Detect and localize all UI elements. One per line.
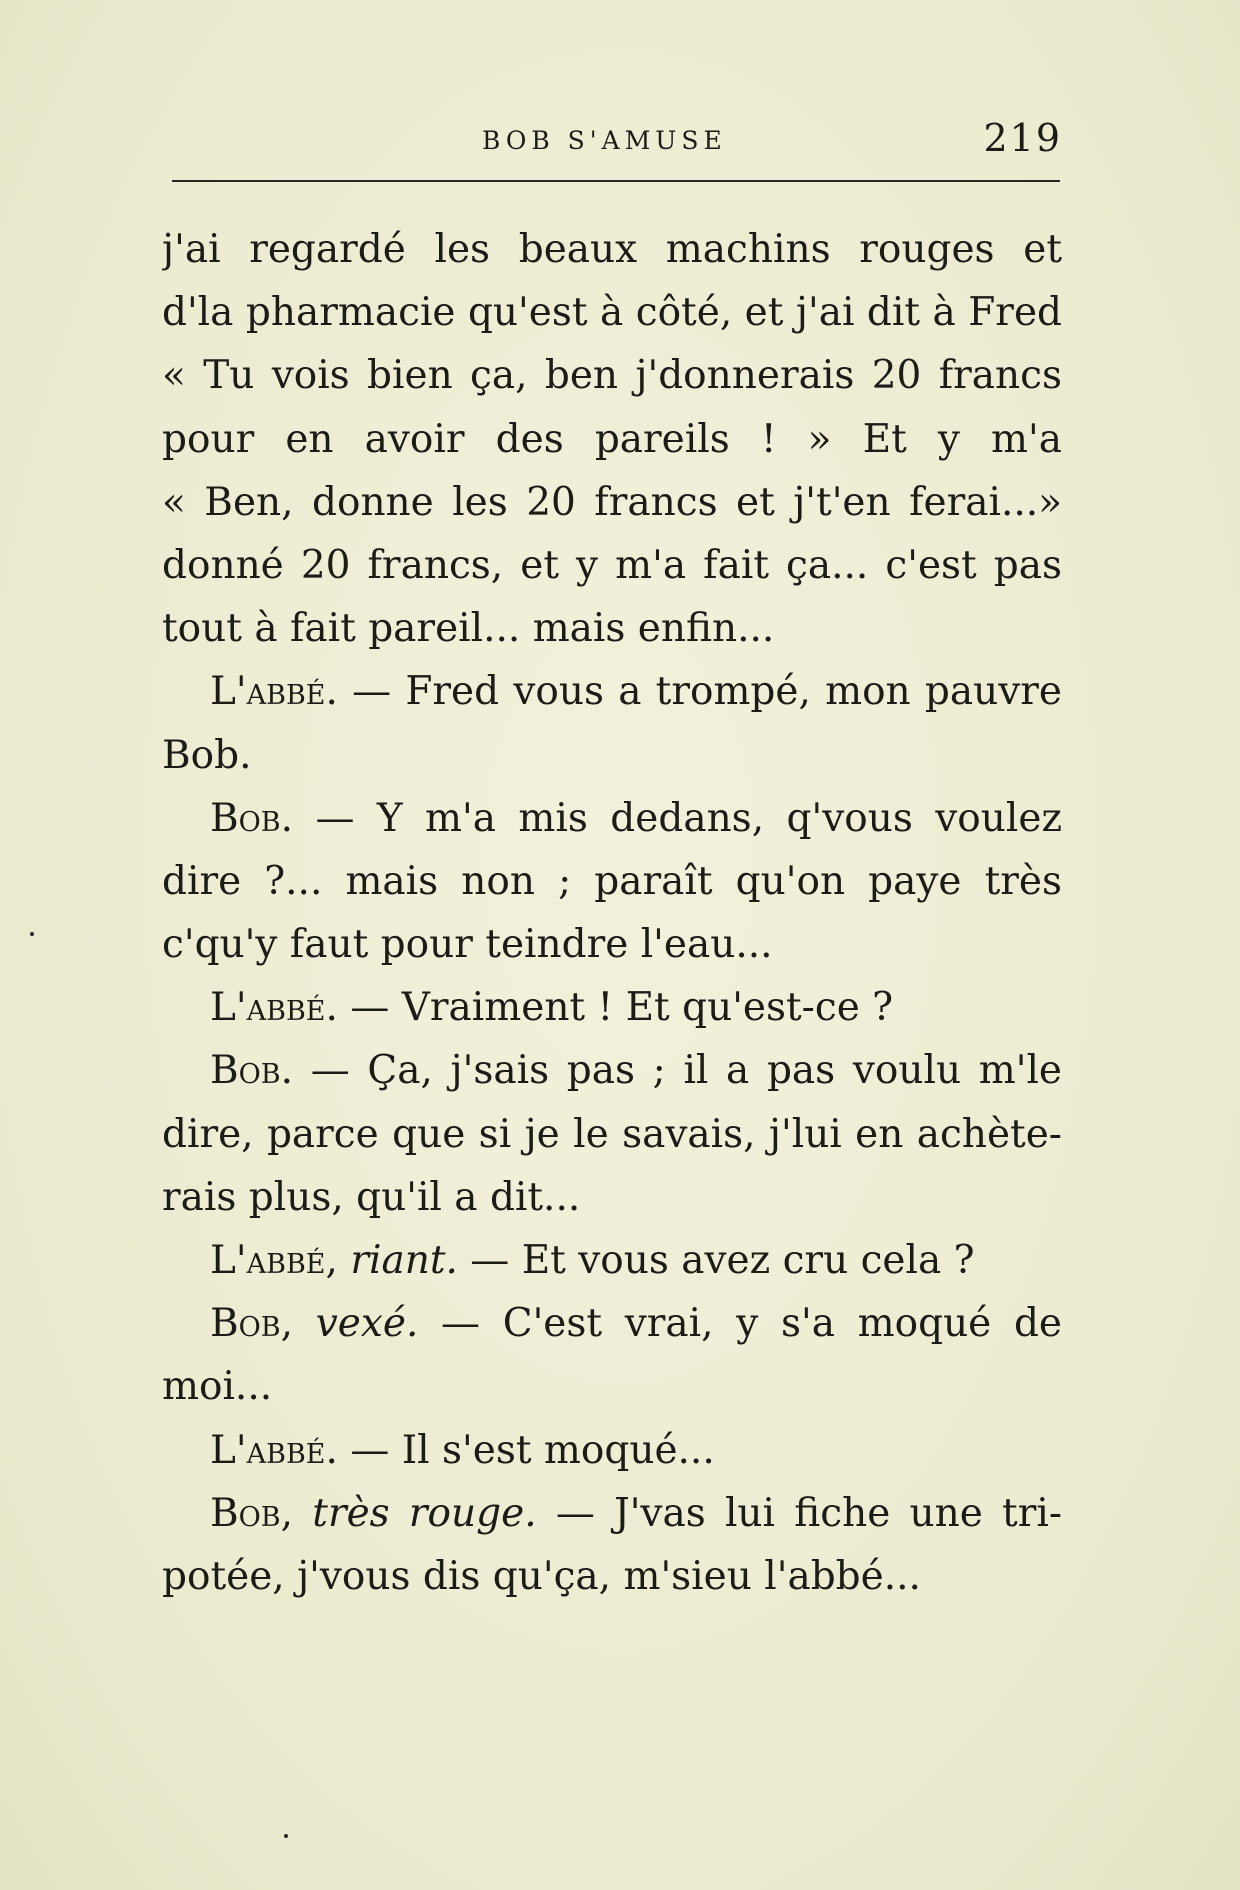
paper-speck	[30, 932, 34, 936]
dialogue-line	[162, 660, 1062, 723]
stage-direction: riant.	[350, 1238, 458, 1283]
text-line: « Tu vois bien ça, ben j'donnerais 20 francs	[162, 353, 1062, 399]
speaker-label: L'abbé,	[210, 1238, 338, 1283]
speaker-label: Bob.	[210, 1048, 294, 1094]
speaker-label: L'abbé.	[210, 1427, 338, 1473]
dialogue-text: — Ça, j'sais pas ; il a pas voulu m'le	[310, 1048, 1062, 1094]
dialogue-text: — J'vas lui fiche une tri-	[555, 1490, 1062, 1536]
text-line: dire, parce que si je le savais, j'lui en achète-	[162, 1111, 1062, 1157]
speaker-label: L'abbé.	[210, 669, 338, 715]
stage-direction: très rouge.	[312, 1490, 537, 1536]
dialogue-text: — Fred vous a trompé, mon pauvre	[352, 669, 1062, 715]
paper-speck	[284, 1834, 288, 1838]
text-line: moi...	[162, 1364, 273, 1410]
dialogue-text: — Vraiment ! Et qu'est-ce ?	[350, 985, 894, 1031]
text-line: potée, j'vous dis qu'ça, m'sieu l'abbé...	[162, 1553, 921, 1599]
dialogue-text: — C'est vrai, y s'a moqué de	[441, 1301, 1062, 1347]
speaker-label: Bob.	[210, 795, 294, 841]
dialogue-line	[162, 1229, 1062, 1292]
text-line: donné 20 francs, et y m'a fait ça... c'est pas	[162, 542, 1062, 588]
text-line: « Ben, donne les 20 francs et j't'en ferai...»	[162, 479, 1062, 525]
running-head	[162, 112, 1062, 172]
dialogue-line	[162, 1039, 1062, 1102]
text-line: d'la pharmacie qu'est à côté, et j'ai dit à Fred	[162, 290, 1062, 336]
running-title: BOB S'AMUSE	[482, 126, 727, 155]
text-line: c'qu'y faut pour teindre l'eau...	[162, 922, 773, 968]
dialogue-line	[162, 1482, 1062, 1545]
page-number: 219	[983, 116, 1062, 160]
dialogue-line	[162, 976, 1062, 1039]
text-line: pour en avoir des pareils ! » Et y m'a	[162, 416, 1062, 462]
dialogue-line	[162, 787, 1062, 850]
text-line: j'ai regardé les beaux machins rouges et	[162, 227, 1062, 272]
speaker-label: L'abbé.	[210, 985, 338, 1031]
dialogue-text: — Il s'est moqué...	[350, 1427, 715, 1473]
dialogue-line	[162, 1292, 1062, 1355]
stage-direction: vexé.	[315, 1301, 419, 1347]
dialogue-text: — Y m'a mis dedans, q'vous voulez	[315, 795, 1062, 841]
header-rule	[172, 180, 1060, 182]
body-text	[162, 218, 1062, 1608]
speaker-label: Bob,	[210, 1301, 294, 1347]
text-line: Bob.	[162, 732, 252, 778]
text-line: tout à fait pareil... mais enfin...	[162, 606, 775, 652]
speaker-label: Bob,	[210, 1490, 294, 1536]
text-line: rais plus, qu'il a dit...	[162, 1174, 581, 1220]
dialogue-text: — Et vous avez cru cela ?	[470, 1238, 975, 1283]
text-line: dire ?... mais non ; paraît qu'on paye très	[162, 858, 1062, 904]
dialogue-line	[162, 1419, 1062, 1482]
